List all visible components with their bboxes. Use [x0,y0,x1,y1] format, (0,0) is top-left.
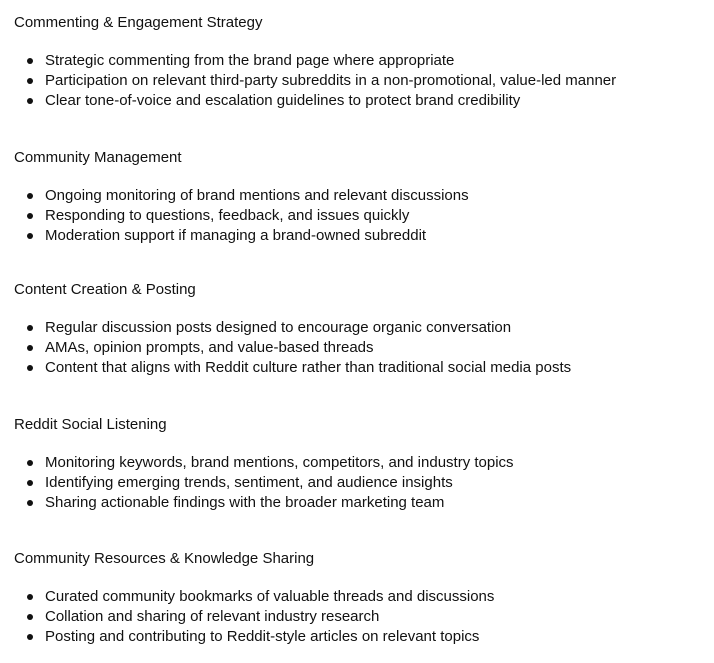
list-item [14,186,469,206]
bullet-icon [27,634,33,640]
list-item [14,91,616,111]
list-item [14,71,616,91]
section-commenting-engagement [14,13,616,111]
section-heading: Reddit Social Listening [14,416,167,433]
bullet-icon [27,98,33,104]
bullet-list [14,453,514,513]
bullet-icon [27,345,33,351]
list-item-text: Collation and sharing of relevant industry research [45,608,380,625]
bullet-icon [27,58,33,64]
bullet-icon [27,365,33,371]
bullet-icon [27,614,33,620]
list-item [14,607,494,627]
list-item-text: Strategic commenting from the brand page where appropriate [45,52,455,69]
bullet-icon [27,460,33,466]
bullet-icon [27,233,33,239]
list-item [14,51,616,71]
list-item-text: Content that aligns with Reddit culture rather than traditional social media posts [45,359,572,376]
list-item-text: Posting and contributing to Reddit-style articles on relevant topics [45,628,480,645]
list-item-text: Moderation support if managing a brand-owned subreddit [45,227,427,244]
section-heading: Community Management [14,149,182,166]
list-item-text: Regular discussion posts designed to encourage organic conversation [45,319,512,336]
section-heading: Commenting & Engagement Strategy [14,14,263,31]
list-item-text: Sharing actionable findings with the broader marketing team [45,494,445,511]
list-item [14,453,514,473]
list-item-text: AMAs, opinion prompts, and value-based threads [45,339,374,356]
list-item [14,338,571,358]
list-item [14,493,514,513]
section-community-management [14,148,469,246]
list-item-text: Clear tone-of-voice and escalation guidelines to protect brand credibility [45,92,521,109]
section-social-listening [14,415,514,513]
section-heading: Content Creation & Posting [14,281,196,298]
list-item-text: Responding to questions, feedback, and issues quickly [45,207,410,224]
bullet-icon [27,325,33,331]
list-item-text: Curated community bookmarks of valuable threads and discussions [45,588,495,605]
bullet-list [14,318,571,378]
list-item [14,226,469,246]
section-heading: Community Resources & Knowledge Sharing [14,550,315,567]
bullet-list [14,51,616,111]
bullet-icon [27,193,33,199]
bullet-list [14,587,494,647]
bullet-icon [27,213,33,219]
section-content-creation [14,280,571,378]
list-item [14,358,571,378]
list-item [14,627,494,647]
list-item [14,206,469,226]
list-item-text: Ongoing monitoring of brand mentions and relevant discussions [45,187,469,204]
list-item [14,318,571,338]
bullet-list [14,186,469,246]
list-item-text: Identifying emerging trends, sentiment, and audience insights [45,474,453,491]
list-item [14,587,494,607]
bullet-icon [27,78,33,84]
list-item [14,473,514,493]
list-item-text: Monitoring keywords, brand mentions, competitors, and industry topics [45,454,514,471]
bullet-icon [27,594,33,600]
section-community-resources [14,549,494,647]
list-item-text: Participation on relevant third-party subreddits in a non-promotional, value-led manner [45,72,617,89]
bullet-icon [27,500,33,506]
bullet-icon [27,480,33,486]
